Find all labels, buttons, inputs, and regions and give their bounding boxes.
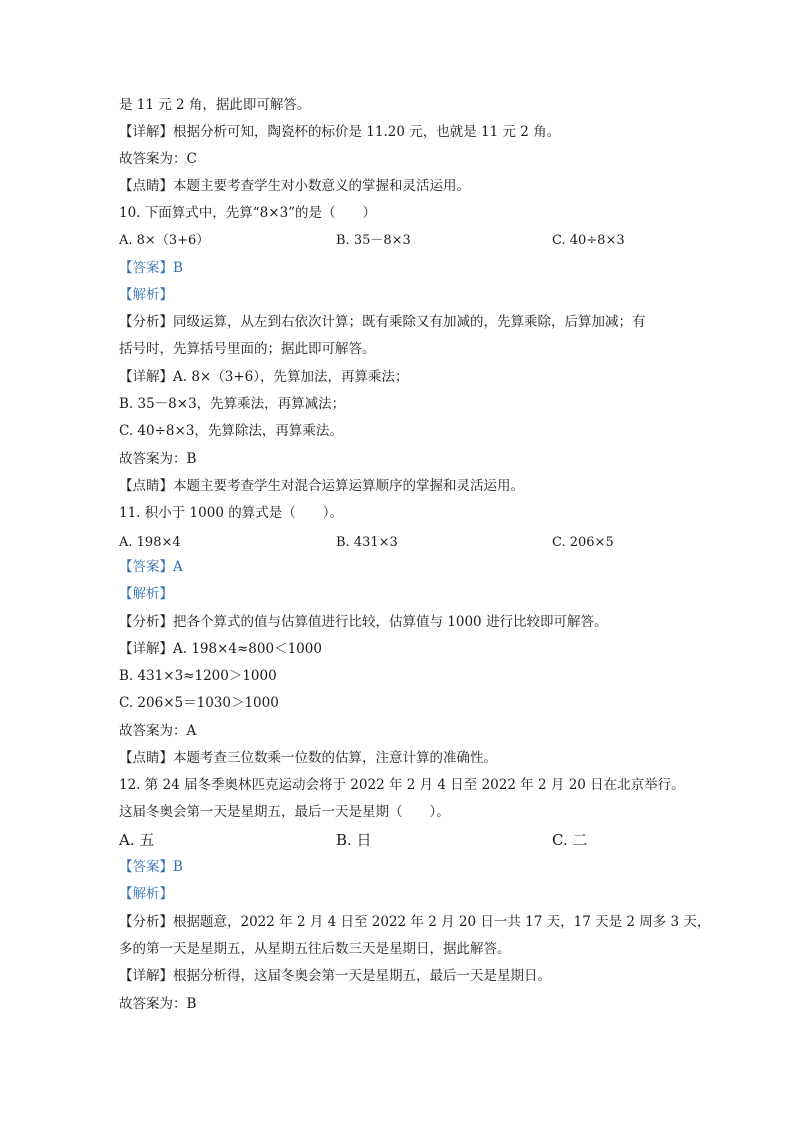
q10-analysis-heading: 【解析】 (119, 287, 173, 303)
q10-analysis-2: 括号时，先算括号里面的；据此即可解答。 (119, 341, 376, 357)
text-line: 是 11 元 2 角，据此即可解答。 (119, 97, 311, 113)
q11-answer: 【答案】A (119, 559, 183, 575)
q11-final-answer: 故答案为：A (119, 723, 197, 739)
q10-option-b: B. 35－8×3 (336, 233, 411, 248)
q11-option-a: A. 198×4 (119, 535, 181, 550)
q12-option-b: B. 日 (336, 831, 372, 849)
q10-answer: 【答案】B (119, 260, 183, 276)
q12-detail: 【详解】根据分析得，这届冬奥会第一天是星期五，最后一天是星期日。 (119, 968, 551, 984)
q10-detail-1: 【详解】A. 8×（3+6），先算加法，再算乘法； (119, 369, 409, 385)
q11-option-c: C. 206×5 (552, 535, 614, 550)
comment-line: 【点睛】本题主要考查学生对小数意义的掌握和灵活运用。 (119, 178, 470, 194)
q11-analysis: 【分析】把各个算式的值与估算值进行比较，估算值与 1000 进行比较即可解答。 (119, 614, 608, 630)
q10-option-a: A. 8×（3+6） (119, 233, 210, 248)
q11-comment: 【点睛】本题考查三位数乘一位数的估算，注意计算的准确性。 (119, 750, 497, 766)
detail-line: 【详解】根据分析可知，陶瓷杯的标价是 11.20 元，也就是 11 元 2 角。 (119, 124, 561, 140)
q12-option-a: A. 五 (119, 831, 155, 849)
q10-final-answer: 故答案为：B (119, 451, 197, 467)
question-11: 11. 积小于 1000 的算式是（ ）。 (119, 505, 343, 521)
q11-analysis-heading: 【解析】 (119, 586, 173, 602)
answer-line: 故答案为：C (119, 151, 197, 167)
q12-analysis-1: 【分析】根据题意，2022 年 2 月 4 日至 2022 年 2 月 20 日一共 17 天，17 天是 2 周多 3 天， (119, 914, 711, 930)
q12-option-c: C. 二 (552, 831, 588, 849)
q12-analysis-heading: 【解析】 (119, 886, 173, 902)
q10-detail-2: B. 35－8×3，先算乘法，再算减法； (119, 396, 346, 412)
question-12-line-1: 12. 第 24 届冬季奥林匹克运动会将于 2022 年 2 月 4 日至 2022 年 2 月 20 日在北京举行。 (119, 777, 685, 793)
q11-detail-2: B. 431×3≈1200＞1000 (119, 668, 277, 684)
q12-analysis-2: 多的第一天是星期五，从星期五往后数三天是星期日，据此解答。 (119, 941, 511, 957)
q12-answer: 【答案】B (119, 859, 183, 875)
question-12-line-2: 这届冬奥会第一天是星期五，最后一天是星期（ ）。 (119, 804, 450, 820)
q11-detail-3: C. 206×5＝1030＞1000 (119, 695, 279, 711)
question-10: 10. 下面算式中，先算“8×3”的是（ ） (119, 205, 377, 221)
q10-detail-3: C. 40÷8×3，先算除法，再算乘法。 (119, 423, 343, 439)
q10-option-c: C. 40÷8×3 (552, 233, 625, 248)
q12-final-answer: 故答案为：B (119, 996, 197, 1012)
q10-comment: 【点睛】本题主要考查学生对混合运算运算顺序的掌握和灵活运用。 (119, 478, 524, 494)
q10-analysis-1: 【分析】同级运算，从左到右依次计算；既有乘除又有加减的，先算乘除，后算加减；有 (119, 314, 646, 330)
q11-option-b: B. 431×3 (336, 535, 398, 550)
q11-detail-1: 【详解】A. 198×4≈800＜1000 (119, 641, 322, 657)
